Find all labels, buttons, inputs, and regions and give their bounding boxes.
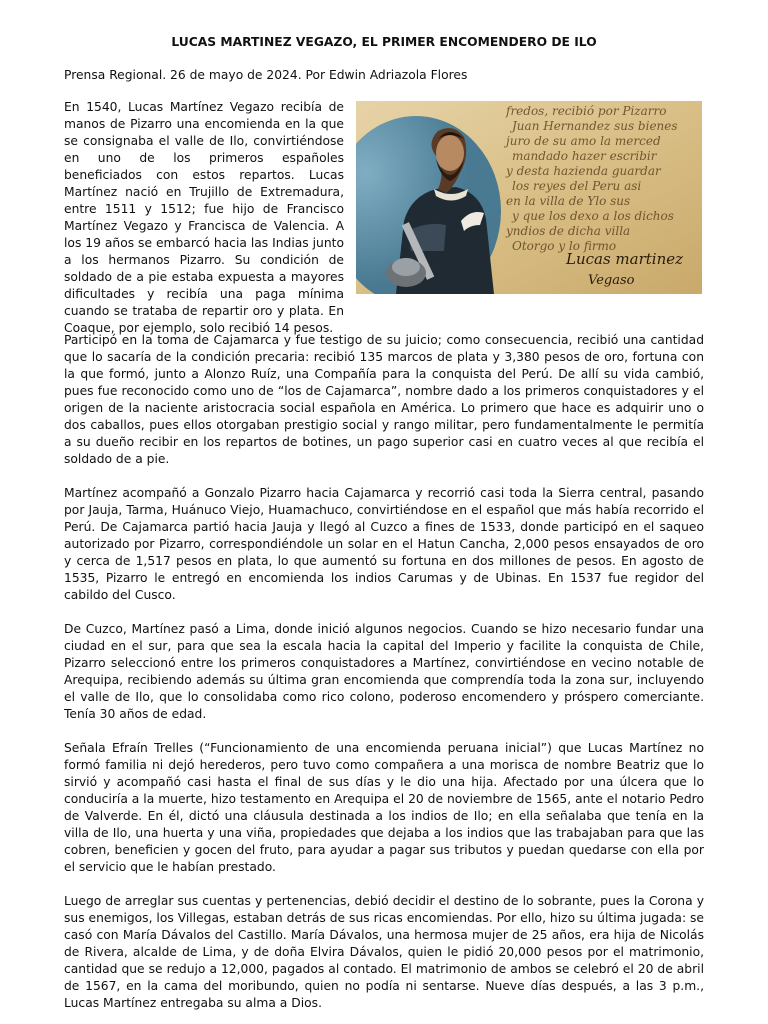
- manuscript-line: mandado hazer escribir: [512, 149, 657, 163]
- manuscript-line: y que los dexo a los dichos: [512, 209, 674, 223]
- paragraph-5: Señala Efraín Trelles (“Funcionamiento de una encomienda peruana inicial”) que Lucas Martínez no formó familia ni dejó herederos, pero tuvo como compañera a una morisca de nombre Beatriz que lo sirvió y acompañó casi hasta el final de sus días y le dio una hija. Afectado por una úlcera que lo conduciría a la muerte, hizo testamento en Arequipa el 20 de noviembre de 1565, ante el notario Pedro de Valverde. En él, dictó una cláusula destinada a los indios de Ilo; en ella señalaba que tenía en la villa de Ilo, una huerta y una viña, propiedades que dejaba a los indios que las trabajaban para que las cobren, beneficien y gocen del fruto, para ayudar a pagar sus tributos y puedan quedarse con ella por el servicio que le habían prestado.: [64, 741, 704, 874]
- manuscript-line: fredos, recibió por Pizarro: [506, 104, 667, 118]
- signature-line-2: Vegaso: [588, 273, 635, 288]
- portrait-illustration: [356, 101, 702, 294]
- paragraph-2: Participó en la toma de Cajamarca y fue testigo de su juicio; como consecuencia, recibió una cantidad que lo sacaría de la condición precaria: recibió 135 marcos de plata y 3,380 pesos de oro, fortuna con la que formó, junto a Alonzo Ruíz, una Compañía para la conquista del Perú. De allí su vida cambió, pues fue reconocido como uno de “los de Cajamarca”, nombre dado a los primeros conquistadores y el origen de la naciente aristocracia social española en América. Lo primero que hace es adquirir uno o dos caballos, pues ellos otorgaban prestigio social y rango militar, pero fundamentalmente le permitía a su dueño recibir en los repartos de botines, un pago superior casi en cuatro veces al que recibía el soldado de a pie.: [64, 333, 704, 466]
- portrait-svg: [356, 101, 702, 294]
- document-page: [64, 0, 704, 1012]
- manuscript-line: en la villa de Ylo sus: [506, 194, 631, 208]
- manuscript-line: y desta hazienda guardar: [506, 164, 661, 178]
- paragraph-6: Luego de arreglar sus cuentas y pertenencias, debió decidir el destino de lo sobrante, pues la Corona y sus enemigos, los Villegas, estaban detrás de sus ricas encomiendas. Por ello, hizo su última jugada: se casó con María Dávalos del Castillo. María Dávalos, una hermosa mujer de 25 años, era hija de Nicolás de Rivera, alcalde de Lima, y de doña Elvira Dávalos, quien le pidió 20,000 pesos por el matrimonio, cantidad que se redujo a 12,000, pagados al contado. El matrimonio de ambos se celebró el 20 de abril de 1567, en la cama del moribundo, quien no podía ni sentarse. Nueve días después, a las 3 p.m., Lucas Martínez entregaba su alma a Dios.: [64, 894, 704, 1010]
- paragraph-4: De Cuzco, Martínez pasó a Lima, donde inició algunos negocios. Cuando se hizo necesario fundar una ciudad en el sur, para que sea la escala hacia la capital del Imperio y facilite la conquista de Chile, Pizarro seleccionó entre los primeros conquistadores a Martínez, convirtiéndose en vecino notable de Arequipa, recibiendo además su última gran encomienda que comprendía toda la zona sur, incluyendo el valle de Ilo, que lo consolidaba como rico colono, poderoso encomendero y próspero comerciante. Tenía 30 años de edad.: [64, 622, 704, 721]
- article-title: LUCAS MARTINEZ VEGAZO, EL PRIMER ENCOMENDERO DE ILO: [171, 35, 597, 49]
- manuscript-line: los reyes del Peru asi: [512, 179, 642, 193]
- paragraph-1: En 1540, Lucas Martínez Vegazo recibía de manos de Pizarro una encomienda en la que se consignaba el valle de Ilo, convirtiéndose en uno de los primeros españoles beneficiados con estos repartos. Lucas Martínez nació en Trujillo de Extremadura, entre 1511 y 1512; fue hijo de Francisco Martínez Vegazo y Francisca de Valencia. A los 19 años se embarcó hacia las Indias junto a los hermanos Pizarro. Su condición de soldado de a pie estaba expuesta a mayores dificultades y recibía una paga mínima cuando se trataba de repartir oro y plata. En Coaque, por ejemplo, solo recibió 14 pesos.: [64, 100, 344, 335]
- manuscript-line: juro de su amo la merced: [506, 134, 661, 148]
- paragraph-3: Martínez acompañó a Gonzalo Pizarro hacia Cajamarca y recorrió casi toda la Sierra central, pasando por Jauja, Tarma, Huánuco Viejo, Huamachuco, convirtiéndose en el español que más había recorrido el Perú. De Cajamarca partió hacia Jauja y llegó al Cuzco a fines de 1533, donde participó en el saqueo autorizado por Pizarro, correspondiéndole un solar en el Hatun Cancha, 2,000 pesos ensayados de oro y cerca de 1,517 pesos en plata, lo que aumentó su fortuna en dos millones de pesos. En agosto de 1535, Pizarro le entregó en encomienda los indios Carumas y de Ubinas. En 1537 fue regidor del cabildo del Cusco.: [64, 486, 704, 602]
- signature-line-1: Lucas martinez: [566, 250, 684, 268]
- article-byline: Prensa Regional. 26 de mayo de 2024. Por Edwin Adriazola Flores: [64, 68, 468, 82]
- intro-block: [64, 99, 704, 335]
- manuscript-line: Juan Hernandez sus bienes: [512, 119, 678, 133]
- manuscript-line: Otorgo y lo firmo: [512, 239, 617, 253]
- manuscript-line: yndios de dicha villa: [506, 224, 631, 238]
